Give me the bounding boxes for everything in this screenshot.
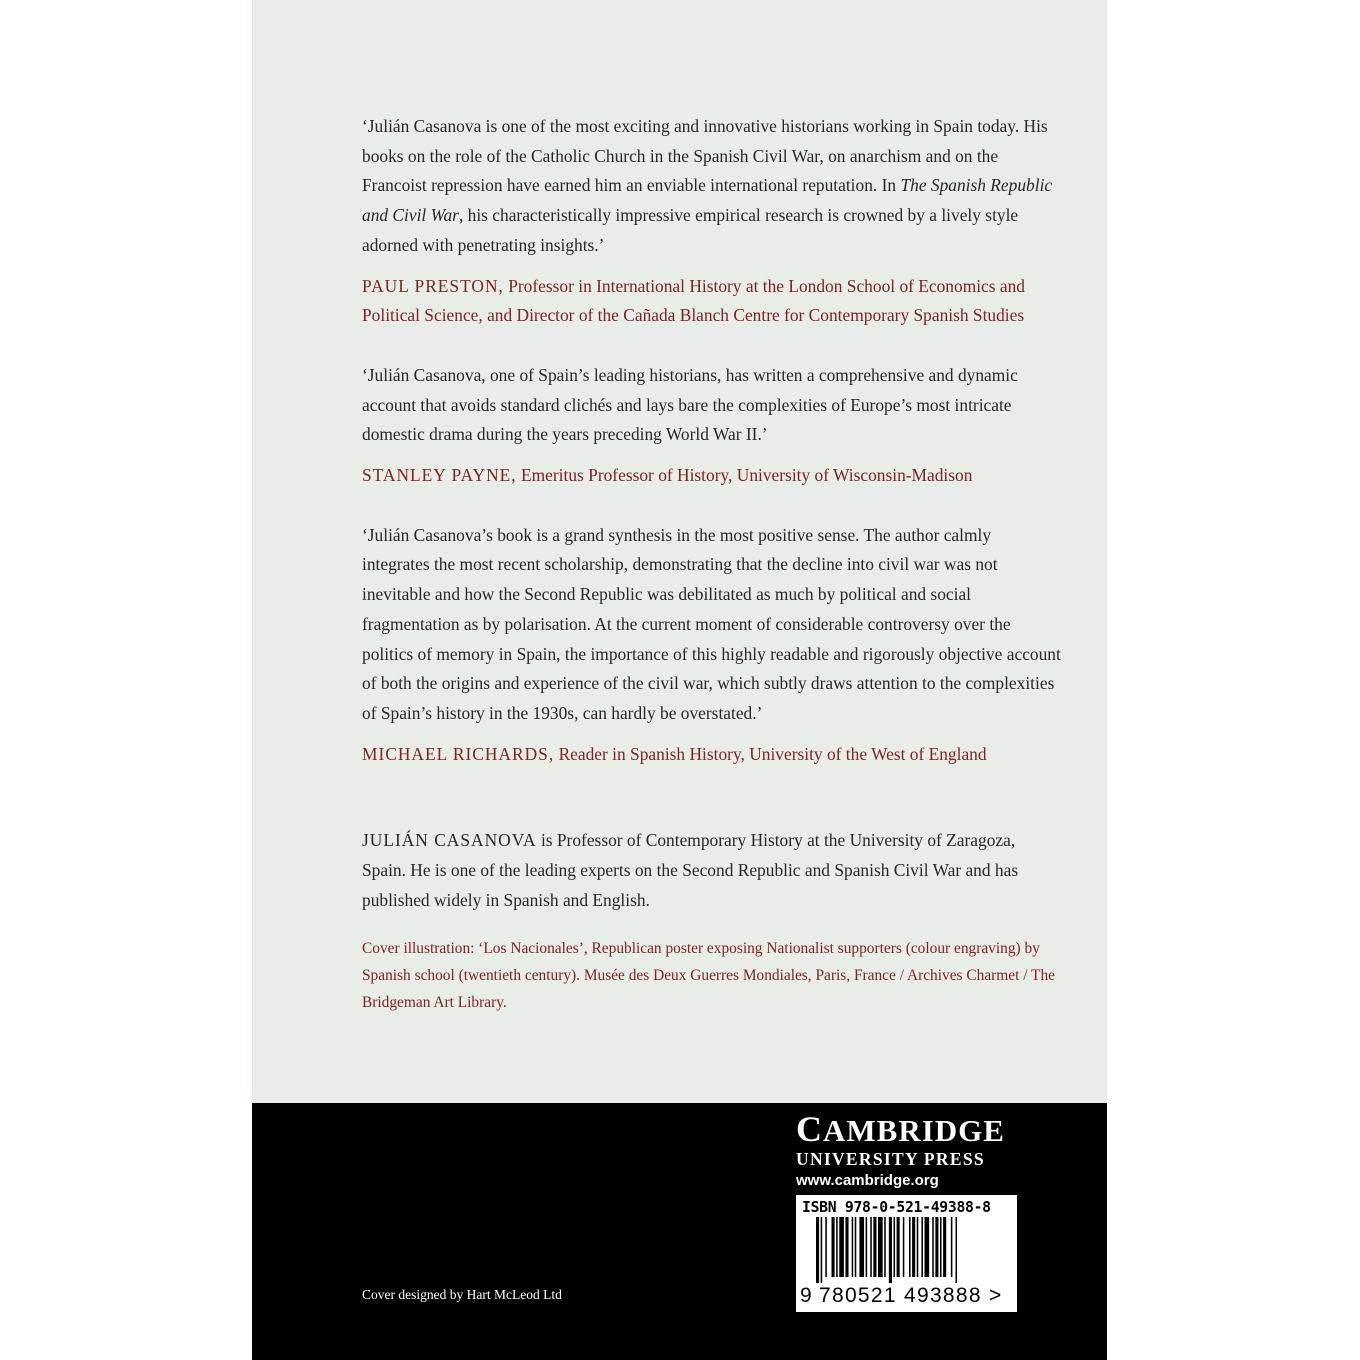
author-title: Reader in Spanish History, University of the West of England [558,743,987,764]
quote-2: ‘Julián Casanova, one of Spain’s leading historians, has written a comprehensive and dynamic account that avoids standard clichés and lays bare the complexities of Europe’s most intricate domestic drama during the years preceding World War II.’ [362,364,1018,445]
barcode-bar [894,1217,896,1277]
barcode-bar [845,1217,848,1277]
barcode-bar [912,1217,915,1277]
bio-name: JULIÁN CASANOVA [362,830,537,851]
barcode-bar [855,1217,857,1277]
attribution-3 [362,740,1062,770]
isbn-label: ISBN 978-0-521-49388-8 [802,1198,991,1216]
barcode-bar [816,1217,819,1283]
publisher-subname: UNIVERSITY PRESS [796,1149,985,1169]
cover-credit: Cover illustration: ‘Los Nacionales’, Republican poster exposing Nationalist supporters (colour engraving) by Spanish school (twentieth century). Musée des Deux Guerres Mondiales, Paris, France / Archives Charmet / The Bridgeman Art Library. [362,940,1055,1011]
bio-text: is Professor of Contemporary History at the University of Zaragoza, Spain. He is one of the leading experts on the Second Republic and Spanish Civil War and has published widely in Spanish and English. [362,830,1019,910]
quote-3: ‘Julián Casanova’s book is a grand synthesis in the most positive sense. The author calmly integrates the most recent scholarship, demonstrating that the decline into civil war was not inevitable and how the Second Republic was debilitated as much by political and social fragmentation as by polarisation. At the current moment of considerable controversy over the politics of memory in Spain, the importance of this highly readable and rigorously objective account of both the origins and experience of the civil war, which subtly draws attention to the complexities of Spain’s history in the 1930s, can hardly be overstated.’ [362,524,1061,723]
quote-text: ‘Julián Casanova is one of the most exciting and innovative historians working in Spain today. His books on the role of the Catholic Church in the Spanish Civil War, on anarchism and on the Francoist repression have earned him an enviable international reputation. In [362,116,1048,196]
barcode-bar [921,1217,923,1277]
barcode-bar [935,1217,938,1277]
barcode-bar [878,1217,883,1277]
barcode-bar [956,1217,958,1283]
quote-1 [362,112,1062,261]
blurb-area [362,112,1062,1016]
barcode-bar [943,1217,946,1277]
author-name: MICHAEL RICHARDS, [362,743,555,764]
barcode-bar [866,1217,868,1277]
author-bio [362,826,1062,915]
barcode-bar [909,1217,911,1277]
barcode-bar [859,1217,864,1277]
author-title: Emeritus Professor of History, University of Wisconsin-Madison [521,465,973,486]
barcode-bar [832,1217,835,1277]
publisher-url: www.cambridge.org [796,1172,939,1189]
barcode-bar [925,1217,930,1277]
barcode-bar [932,1217,934,1277]
barcode-bar [852,1217,854,1277]
barcode-bar [940,1217,942,1277]
author-title: Professor in International History at the London School of Economics and Political Science, and Director of the Cañada Blanch Centre for Contemporary Spanish Studies [362,275,1026,326]
author-name: PAUL PRESTON, [362,275,504,296]
book-title: The Spanish Republic and Civil War [362,175,1053,226]
author-name: STANLEY PAYNE, [362,465,517,486]
barcode-bars [816,1217,1000,1283]
barcode-number: 9 780521 493888 > [800,1284,1003,1307]
barcode-bar [836,1217,838,1277]
barcode-bar [821,1217,823,1283]
publisher-name: CAMBRIDGE [796,1109,1005,1149]
publisher-logo [796,1111,1016,1193]
quote-text: , his characteristically impressive empirical research is crowned by a lively style adorned with penetrating insights.’ [362,205,1019,255]
barcode-bar [839,1217,844,1277]
barcode-bar [870,1217,872,1277]
barcode-bar [884,1217,886,1277]
isbn-barcode [796,1195,1017,1312]
attribution-2 [362,461,1062,491]
barcode-bar [917,1217,919,1277]
barcode-bar [903,1217,905,1277]
footer-band [252,1103,1107,1360]
barcode-bar [873,1217,876,1277]
barcode-bar [889,1217,892,1283]
barcode-bar [897,1217,900,1277]
back-cover [252,0,1107,1360]
barcode-bar [951,1217,953,1277]
attribution-1 [362,272,1062,331]
barcode-bar [825,1217,827,1277]
cover-designer: Cover designed by Hart McLeod Ltd [362,1287,562,1302]
